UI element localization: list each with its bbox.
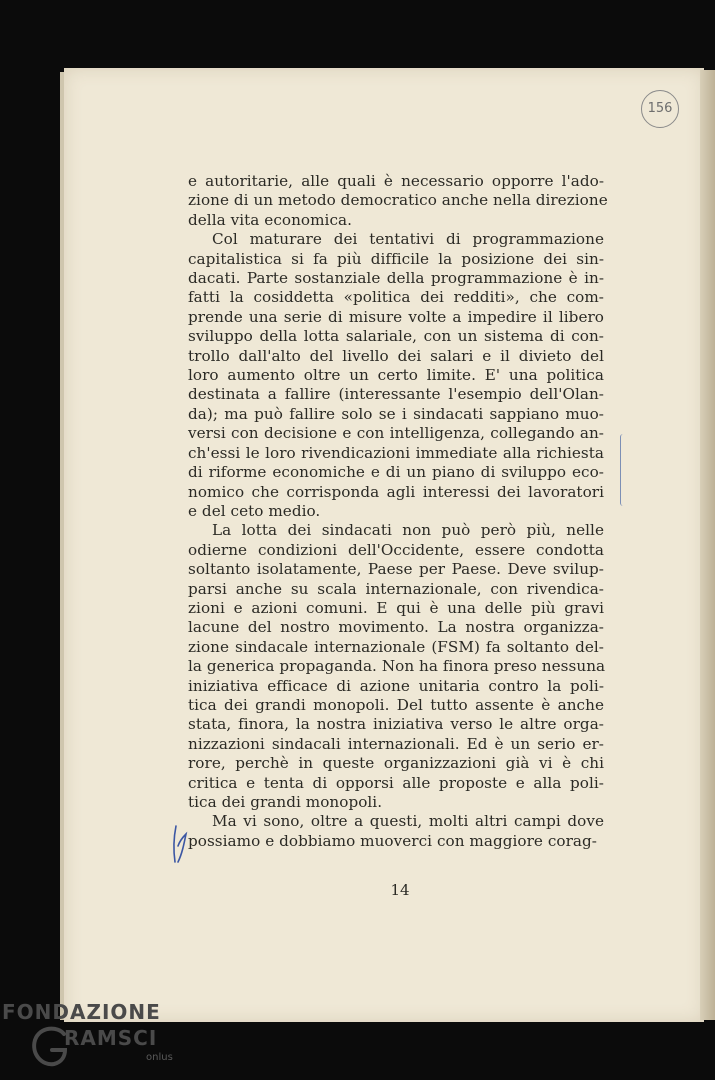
text-line: nizzazioni sindacali internazionali. Ed è un serio er- — [188, 734, 604, 753]
margin-annotation-bar — [620, 434, 627, 506]
text-line: possiamo e dobbiamo muoverci con maggiore corag- — [188, 831, 597, 850]
text-line: prende una serie di misure volte a impedire il libero — [188, 307, 604, 326]
margin-annotation-mark — [170, 822, 190, 866]
body-text — [188, 172, 608, 851]
text-line: trollo dall'alto del livello dei salari e il divieto del — [188, 346, 604, 365]
text-line: zione di un metodo democratico anche nella direzione — [188, 191, 608, 210]
text-line: della vita economica. — [188, 210, 352, 229]
paragraph — [188, 812, 604, 851]
text-line: odierne condizioni dell'Occidente, essere condotta — [188, 540, 604, 559]
text-line: e autoritarie, alle quali è necessario opporre l'ado- — [188, 172, 604, 190]
text-line: tica dei grandi monopoli. Del tutto assente è anche — [188, 695, 604, 714]
logo-subtext: onlus — [146, 1052, 173, 1063]
logo-text-bottom: RAMSCI — [64, 1026, 158, 1050]
paragraph — [188, 172, 608, 230]
text-line: rore, perchè in queste organizzazioni già vi è chi — [188, 754, 604, 773]
paragraph — [188, 521, 604, 812]
text-line: sviluppo della lotta salariale, con un sistema di con- — [188, 327, 604, 346]
text-line: tica dei grandi monopoli. — [188, 793, 383, 811]
text-line: di riforme economiche e di un piano di sviluppo eco- — [188, 463, 604, 482]
text-line: stata, finora, la nostra iniziativa verso le altre orga- — [188, 715, 604, 734]
text-line: e del ceto medio. — [188, 501, 321, 520]
page-number: 14 — [390, 881, 410, 899]
paragraph — [188, 230, 604, 521]
text-line: iniziativa efficace di azione unitaria contro la poli- — [188, 676, 604, 695]
text-line: versi con decisione e con intelligenza, collegando an- — [188, 424, 604, 443]
text-line: zione sindacale internazionale (FSM) fa soltanto del- — [188, 637, 604, 656]
text-line: Ma vi sono, oltre a questi, molti altri campi dove — [212, 812, 604, 831]
text-line: soltanto isolatamente, Paese per Paese. Deve svilup- — [188, 560, 604, 579]
text-line: da); ma può fallire solo se i sindacati sappiano muo- — [188, 404, 604, 423]
text-line: capitalistica si fa più difficile la posizione dei sin- — [188, 249, 604, 268]
text-line: nomico che corrisponda agli interessi dei lavoratori — [188, 482, 604, 501]
text-line: Col maturare dei tentativi di programmazione — [212, 230, 604, 249]
text-line: fatti la cosiddetta «politica dei redditi», che com- — [188, 288, 604, 307]
text-line: loro aumento oltre un certo limite. E' una politica — [188, 366, 604, 385]
foundation-logo — [2, 1000, 192, 1072]
text-line: zioni e azioni comuni. E qui è una delle più gravi — [188, 598, 604, 617]
text-line: destinata a fallire (interessante l'esempio dell'Olan- — [188, 385, 604, 404]
archive-number-stamp: 156 — [641, 90, 679, 128]
text-line: la generica propaganda. Non ha finora preso nessuna — [188, 657, 606, 676]
page-right-edge — [700, 70, 715, 1020]
logo-text-top: FONDAZIONE — [2, 1000, 161, 1024]
text-line: parsi anche su scala internazionale, con rivendica- — [188, 579, 604, 598]
text-line: La lotta dei sindacati non può però più, nelle — [212, 521, 604, 540]
text-line: ch'essi le loro rivendicazioni immediate alla richiesta — [188, 443, 604, 462]
text-line: dacati. Parte sostanziale della programmazione è in- — [188, 269, 604, 288]
text-line: critica e tenta di opporsi alle proposte e alla poli- — [188, 773, 604, 792]
text-line: lacune del nostro movimento. La nostra organizza- — [188, 618, 604, 637]
